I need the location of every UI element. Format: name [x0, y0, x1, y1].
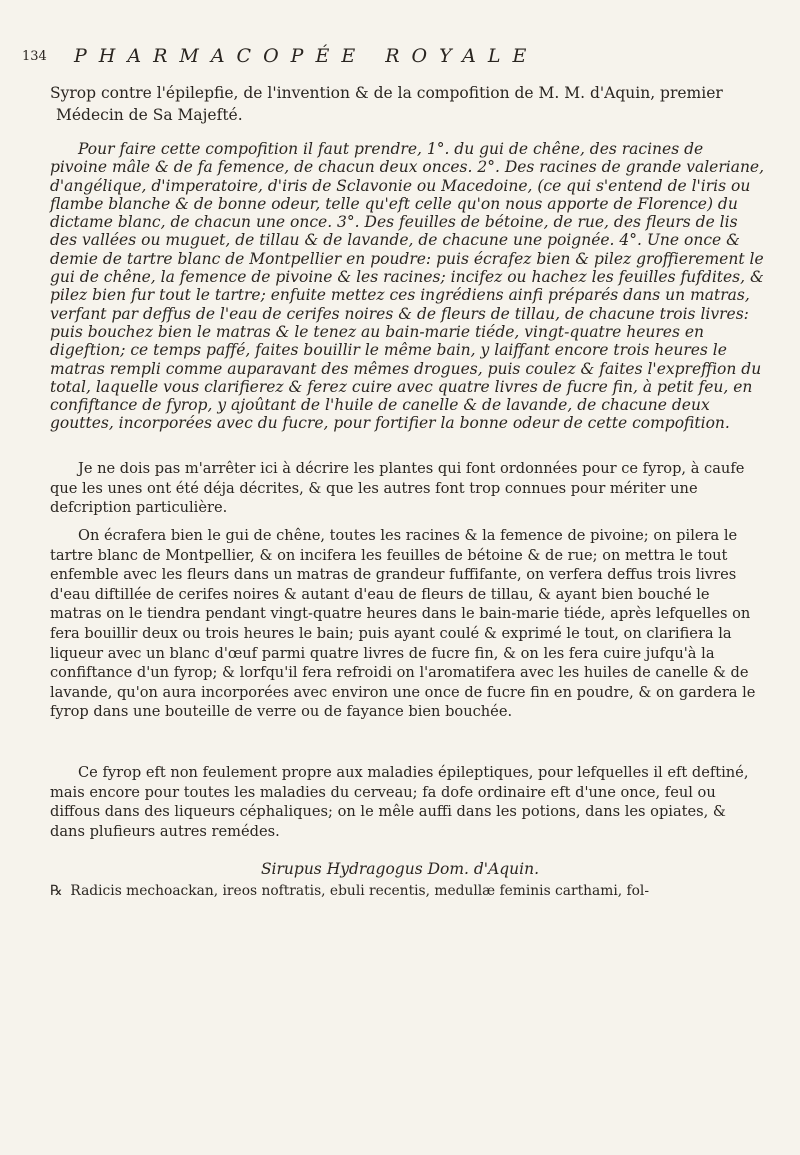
page-header	[22, 45, 762, 75]
body-paragraph-1: Je ne dois pas m'arrêter ici à décrire les plantes qui font ordonnées pour ce fyrop, à caufe que les unes ont été déja décrites, & que les autres font trop connues pour mériter une defcription particulière.	[50, 460, 745, 517]
body-paragraph-2: On écrafera bien le gui de chêne, toutes les racines & la femence de pivoine; on pilera le tartre blanc de Montpellier, & on incifera les feuilles de bétoine & de rue; on mettra le tout enfemble avec les fleurs dans un matras de grandeur fuffifante, on verfera deffus trois livres d'eau diftillée de cerifes noires & autant d'eau de fleurs de tillau, & ayant bien bouché le matras on le tiendra pendant vingt-quatre heures dans le bain-marie tiéde, après lefquelles on fera bouillir deux ou trois heures le bain; puis ayant coulé & exprimé le tout, on clarifiera la liqueur avec un blanc d'œuf parmi quatre livres de fucre fin, & on les fera cuire jufqu'à la confiftance d'un fyrop; & lorfqu'il fera refroidi on l'aromatifera avec les huiles de canelle & de lavande, qu'on aura incorporées avec environ une once de fucre fin en poudre, & on gardera le fyrop dans une bouteille de verre ou de fayance bien bouchée.	[50, 527, 756, 721]
body-paragraph-3: Ce fyrop eft non feulement propre aux maladies épileptiques, pour lefquelles il eft deftiné, mais encore pour toutes les maladies du cerveau; fa dofe ordinaire eft d'une once, feul ou diffous dans des liqueurs céphaliques; on le mêle auffi dans les potions, dans les opiates, & dans plufieurs autres remédes.	[50, 764, 749, 840]
prescription-line	[50, 883, 765, 899]
recipe-title: Syrop contre l'épilepfie, de l'invention & de la compofition de M. M. d'Aquin, premier Médecin de Sa Majefté.	[50, 84, 723, 124]
prescription-text: Radicis mechoackan, ireos noftratis, ebuli recentis, medullæ feminis carthami, fol-	[70, 883, 650, 899]
running-title: PHARMACOPÉE ROYALE	[74, 45, 539, 67]
page-number: 134	[22, 49, 47, 64]
recipe-symbol-icon: ℞	[50, 883, 63, 899]
latin-recipe-title: Sirupus Hydragogus Dom. d'Aquin.	[260, 860, 540, 878]
recipe-instructions: Pour faire cette compofition il faut prendre, 1°. du gui de chêne, des racines de pivoine mâle & de fa femence, de chacun deux onces. 2°. Des racines de grande valeriane, d'angélique, d'imperatoire, d'iris de Sclavonie ou Macedoine, (ce qui s'entend de l'iris ou flambe blanche & de bonne odeur, telle qu'eft celle qu'on nous apporte de Florence) du dictame blanc, de chacun une once. 3°. Des feuilles de bétoine, de rue, des fleurs de lis des vallées ou muguet, de tillau & de lavande, de chacune une poignée. 4°. Une once & demie de tartre blanc de Montpellier en poudre: puis écrafez bien & pilez groffierement le gui de chêne, la femence de pivoine & les racines; incifez ou hachez les feuilles fufdites, & pilez bien fur tout le tartre; enfuite mettez ces ingrédiens ainfi préparés dans un matras, verfant par deffus de l'eau de cerifes noires & de fleurs de tillau, de chacune trois livres: puis bouchez bien le matras & le tenez au bain-marie tiéde, vingt-quatre heures en digeftion; ce temps paffé, faites bouillir le même bain, y laiffant encore trois heures le matras rempli comme auparavant des mêmes drogues, puis coulez & faites l'expreffion du total, laquelle vous clarifierez & ferez cuire avec quatre livres de fucre fin, à petit feu, en confiftance de fyrop, y ajoûtant de l'huile de canelle & de lavande, de chacune deux gouttes, incorporées avec du fucre, pour fortifier la bonne odeur de cette compofition.	[50, 140, 765, 433]
